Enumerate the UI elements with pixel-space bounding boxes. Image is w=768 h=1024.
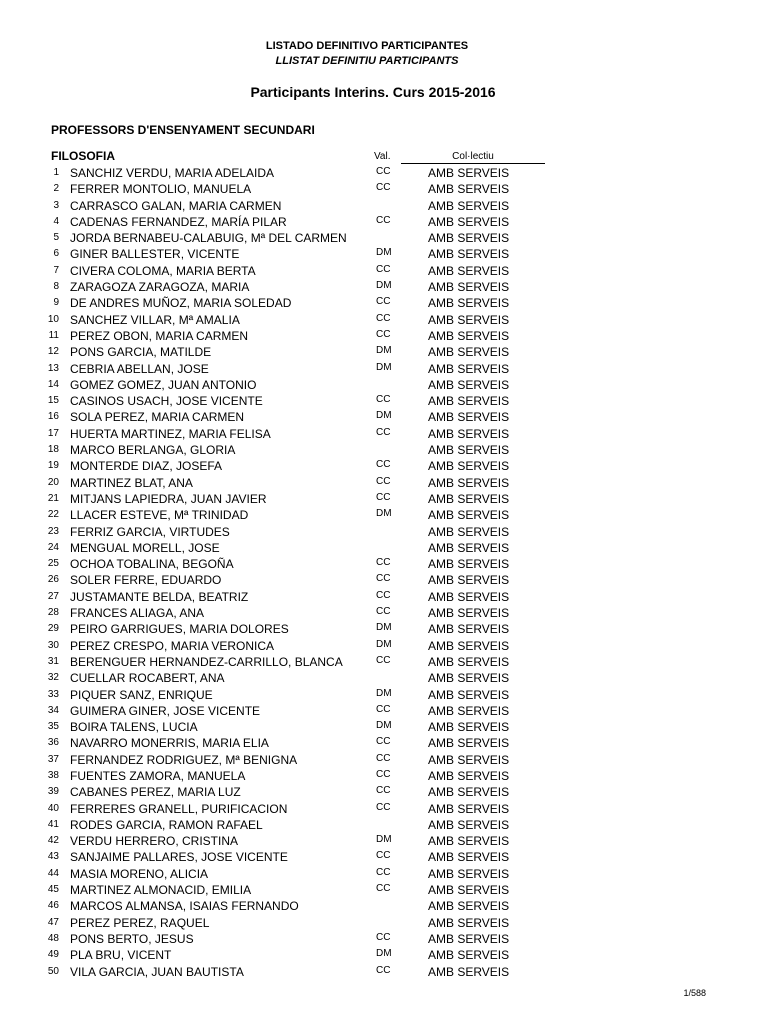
- table-row: [0, 524, 768, 540]
- participant-name: SOLER FERRE, EDUARDO: [70, 573, 222, 588]
- row-number: 41: [47, 818, 59, 830]
- page-number: 1/588: [683, 988, 706, 998]
- collectiu-value: AMB SERVEIS: [428, 883, 510, 898]
- row-number: 13: [47, 362, 59, 374]
- participant-name: FERRERES GRANELL, PURIFICACION: [70, 801, 288, 816]
- participant-name: MARTINEZ BLAT, ANA: [70, 475, 193, 490]
- participant-name: JORDA BERNABEU-CALABUIG, Mª DEL CARMEN: [70, 231, 347, 246]
- table-row: [0, 230, 768, 246]
- participant-name: MITJANS LAPIEDRA, JUAN JAVIER: [70, 491, 267, 506]
- table-row: [0, 784, 768, 800]
- column-header-val: Val.: [374, 151, 391, 162]
- val-code: CC: [376, 606, 391, 618]
- table-row: [0, 361, 768, 377]
- table-row: [0, 344, 768, 360]
- table-row: [0, 328, 768, 344]
- participant-name: RODES GARCIA, RAMON RAFAEL: [70, 817, 263, 832]
- collectiu-value: AMB SERVEIS: [428, 377, 510, 392]
- collectiu-value: AMB SERVEIS: [428, 263, 510, 278]
- row-number: 49: [47, 949, 59, 961]
- column-header-collectiu: Col·lectiu: [401, 151, 545, 164]
- participant-name: GINER BALLESTER, VICENTE: [70, 247, 240, 262]
- collectiu-value: AMB SERVEIS: [428, 361, 510, 376]
- participant-name: FUENTES ZAMORA, MANUELA: [70, 768, 246, 783]
- table-row: [0, 882, 768, 898]
- collectiu-value: AMB SERVEIS: [428, 345, 510, 360]
- collectiu-value: AMB SERVEIS: [428, 557, 510, 572]
- row-number: 48: [47, 932, 59, 944]
- table-row: [0, 915, 768, 931]
- participant-name: PONS GARCIA, MATILDE: [70, 345, 212, 360]
- val-code: CC: [376, 736, 391, 748]
- row-number: 19: [47, 460, 59, 472]
- row-number: 28: [47, 607, 59, 619]
- row-number: 31: [47, 655, 59, 667]
- val-code: CC: [376, 866, 391, 878]
- row-number: 7: [53, 264, 59, 276]
- val-code: CC: [376, 883, 391, 895]
- table-row: [0, 687, 768, 703]
- val-code: CC: [376, 752, 391, 764]
- row-number: 26: [47, 574, 59, 586]
- row-number: 20: [47, 476, 59, 488]
- participant-name: MARCOS ALMANSA, ISAIAS FERNANDO: [70, 899, 299, 914]
- row-number: 50: [47, 965, 59, 977]
- collectiu-value: AMB SERVEIS: [428, 524, 510, 539]
- table-row: [0, 947, 768, 963]
- row-number: 11: [48, 329, 59, 341]
- table-row: [0, 931, 768, 947]
- collectiu-value: AMB SERVEIS: [428, 540, 510, 555]
- row-number: 30: [47, 639, 59, 651]
- row-number: 5: [53, 232, 59, 244]
- val-code: CC: [376, 182, 391, 194]
- collectiu-value: AMB SERVEIS: [428, 426, 510, 441]
- val-code: CC: [376, 768, 391, 780]
- val-code: CC: [376, 589, 391, 601]
- participant-name: PEREZ OBON, MARIA CARMEN: [70, 328, 249, 343]
- row-number: 17: [47, 427, 59, 439]
- collectiu-value: AMB SERVEIS: [428, 573, 510, 588]
- participant-name: PIQUER SANZ, ENRIQUE: [70, 687, 213, 702]
- val-code: CC: [376, 426, 391, 438]
- participant-name: MARCO BERLANGA, GLORIA: [70, 443, 236, 458]
- row-number: 46: [47, 900, 59, 912]
- row-number: 38: [47, 769, 59, 781]
- participant-name: ZARAGOZA ZARAGOZA, MARIA: [70, 280, 250, 295]
- page-title: Participants Interins. Curs 2015-2016: [250, 84, 496, 100]
- collectiu-value: AMB SERVEIS: [428, 703, 510, 718]
- val-code: CC: [376, 557, 391, 569]
- participant-name: MASIA MORENO, ALICIA: [70, 866, 209, 881]
- table-row: [0, 670, 768, 686]
- collectiu-value: AMB SERVEIS: [428, 443, 510, 458]
- row-number: 23: [47, 525, 59, 537]
- participant-name: CUELLAR ROCABERT, ANA: [70, 671, 225, 686]
- val-code: CC: [376, 801, 391, 813]
- participant-name: JUSTAMANTE BELDA, BEATRIZ: [70, 589, 249, 604]
- table-row: [0, 214, 768, 230]
- collectiu-value: AMB SERVEIS: [428, 622, 510, 637]
- document-title-valencian: LLISTAT DEFINITIU PARTICIPANTS: [275, 55, 459, 67]
- participant-name: CARRASCO GALAN, MARIA CARMEN: [70, 198, 282, 213]
- participant-name: OCHOA TOBALINA, BEGOÑA: [70, 557, 234, 572]
- row-number: 2: [53, 183, 59, 195]
- val-code: CC: [376, 931, 391, 943]
- table-row: [0, 849, 768, 865]
- collectiu-value: AMB SERVEIS: [428, 589, 510, 604]
- table-row: [0, 654, 768, 670]
- collectiu-value: AMB SERVEIS: [428, 198, 510, 213]
- row-number: 22: [47, 509, 59, 521]
- collectiu-value: AMB SERVEIS: [428, 491, 510, 506]
- table-row: [0, 735, 768, 751]
- val-code: CC: [376, 166, 391, 177]
- table-row: [0, 409, 768, 425]
- collectiu-value: AMB SERVEIS: [428, 850, 510, 865]
- table-row: [0, 491, 768, 507]
- row-number: 8: [53, 281, 59, 293]
- participant-name: FERRIZ GARCIA, VIRTUDES: [70, 524, 230, 539]
- participant-name: HUERTA MARTINEZ, MARIA FELISA: [70, 426, 271, 441]
- collectiu-value: AMB SERVEIS: [428, 915, 510, 930]
- collectiu-value: AMB SERVEIS: [428, 720, 510, 735]
- row-number: 47: [47, 916, 59, 928]
- participant-name: FERNANDEZ RODRIGUEZ, Mª BENIGNA: [70, 752, 298, 767]
- participant-name: SOLA PEREZ, MARIA CARMEN: [70, 410, 245, 425]
- table-row: [0, 165, 768, 181]
- val-code: DM: [376, 345, 392, 357]
- collectiu-value: AMB SERVEIS: [428, 785, 510, 800]
- val-code: DM: [376, 948, 392, 960]
- row-number: 15: [47, 395, 59, 407]
- collectiu-value: AMB SERVEIS: [428, 231, 510, 246]
- row-number: 29: [47, 623, 59, 635]
- participant-name: BOIRA TALENS, LUCIA: [70, 720, 198, 735]
- val-code: DM: [376, 622, 392, 634]
- participant-name: FERRER MONTOLIO, MANUELA: [70, 182, 252, 197]
- table-row: [0, 312, 768, 328]
- row-number: 10: [47, 313, 59, 325]
- collectiu-value: AMB SERVEIS: [428, 752, 510, 767]
- collectiu-value: AMB SERVEIS: [428, 964, 510, 979]
- participant-name: MONTERDE DIAZ, JOSEFA: [70, 459, 223, 474]
- val-code: CC: [376, 475, 391, 487]
- participant-name: PLA BRU, VICENT: [70, 948, 172, 963]
- collectiu-value: AMB SERVEIS: [428, 182, 510, 197]
- row-number: 34: [47, 704, 59, 716]
- participant-name: BERENGUER HERNANDEZ-CARRILLO, BLANCA: [70, 654, 343, 669]
- row-number: 9: [53, 297, 59, 309]
- val-code: CC: [376, 654, 391, 666]
- participant-name: VERDU HERRERO, CRISTINA: [70, 834, 239, 849]
- val-code: CC: [376, 491, 391, 503]
- row-number: 33: [47, 688, 59, 700]
- table-row: [0, 817, 768, 833]
- collectiu-value: AMB SERVEIS: [428, 638, 510, 653]
- table-row: [0, 279, 768, 295]
- row-number: 32: [47, 672, 59, 684]
- table-row: [0, 801, 768, 817]
- row-number: 36: [47, 737, 59, 749]
- row-number: 37: [47, 753, 59, 765]
- collectiu-value: AMB SERVEIS: [428, 394, 510, 409]
- table-row: [0, 198, 768, 214]
- table-row: [0, 638, 768, 654]
- table-row: [0, 589, 768, 605]
- val-code: DM: [376, 834, 392, 846]
- table-row: [0, 263, 768, 279]
- participant-name: GUIMERA GINER, JOSE VICENTE: [70, 703, 261, 718]
- val-code: CC: [376, 785, 391, 797]
- participant-name: CABANES PEREZ, MARIA LUZ: [70, 785, 241, 800]
- row-number: 14: [47, 378, 59, 390]
- val-code: CC: [376, 850, 391, 862]
- table-row: [0, 442, 768, 458]
- table-row: [0, 458, 768, 474]
- val-code: CC: [376, 964, 391, 976]
- row-number: 44: [47, 867, 59, 879]
- participant-name: SANCHEZ VILLAR, Mª AMALIA: [70, 312, 240, 327]
- collectiu-value: AMB SERVEIS: [428, 296, 510, 311]
- collectiu-value: AMB SERVEIS: [428, 312, 510, 327]
- collectiu-value: AMB SERVEIS: [428, 899, 510, 914]
- participants-list: [0, 165, 768, 980]
- val-code: DM: [376, 361, 392, 373]
- table-row: [0, 572, 768, 588]
- participant-name: MARTINEZ ALMONACID, EMILIA: [70, 883, 252, 898]
- row-number: 16: [47, 411, 59, 423]
- collectiu-value: AMB SERVEIS: [428, 671, 510, 686]
- participant-name: FRANCES ALIAGA, ANA: [70, 606, 205, 621]
- row-number: 4: [53, 215, 59, 227]
- table-row: [0, 866, 768, 882]
- row-number: 6: [53, 248, 59, 260]
- collectiu-value: AMB SERVEIS: [428, 866, 510, 881]
- table-row: [0, 377, 768, 393]
- participant-name: PEREZ CRESPO, MARIA VERONICA: [70, 638, 275, 653]
- table-row: [0, 426, 768, 442]
- table-row: [0, 752, 768, 768]
- val-code: CC: [376, 263, 391, 275]
- document-title: LISTADO DEFINITIVO PARTICIPANTES: [265, 40, 469, 52]
- val-code: CC: [376, 328, 391, 340]
- collectiu-value: AMB SERVEIS: [428, 736, 510, 751]
- val-code: DM: [376, 280, 392, 292]
- participant-name: CIVERA COLOMA, MARIA BERTA: [70, 263, 256, 278]
- section-heading: PROFESSORS D'ENSENYAMENT SECUNDARI: [51, 123, 315, 137]
- collectiu-value: AMB SERVEIS: [428, 817, 510, 832]
- row-number: 45: [47, 884, 59, 896]
- collectiu-value: AMB SERVEIS: [428, 410, 510, 425]
- table-row: [0, 621, 768, 637]
- collectiu-value: AMB SERVEIS: [428, 801, 510, 816]
- collectiu-value: AMB SERVEIS: [428, 280, 510, 295]
- table-row: [0, 475, 768, 491]
- val-code: DM: [376, 247, 392, 259]
- val-code: CC: [376, 214, 391, 226]
- participant-name: PEIRO GARRIGUES, MARIA DOLORES: [70, 622, 289, 637]
- table-row: [0, 833, 768, 849]
- participant-name: SANJAIME PALLARES, JOSE VICENTE: [70, 850, 288, 865]
- participant-name: CADENAS FERNANDEZ, MARÍA PILAR: [70, 214, 287, 229]
- participant-name: PONS BERTO, JESUS: [70, 931, 194, 946]
- row-number: 35: [47, 721, 59, 733]
- collectiu-value: AMB SERVEIS: [428, 459, 510, 474]
- table-row: [0, 768, 768, 784]
- collectiu-value: AMB SERVEIS: [428, 654, 510, 669]
- collectiu-value: AMB SERVEIS: [428, 931, 510, 946]
- val-code: DM: [376, 638, 392, 650]
- participant-name: NAVARRO MONERRIS, MARIA ELIA: [70, 736, 269, 751]
- row-number: 24: [47, 541, 59, 553]
- row-number: 18: [47, 444, 59, 456]
- collectiu-value: AMB SERVEIS: [428, 508, 510, 523]
- row-number: 39: [47, 786, 59, 798]
- subject-heading: FILOSOFIA: [51, 149, 115, 163]
- collectiu-value: AMB SERVEIS: [428, 328, 510, 343]
- participant-name: MENGUAL MORELL, JOSE: [70, 540, 220, 555]
- table-row: [0, 181, 768, 197]
- val-code: CC: [376, 296, 391, 308]
- collectiu-value: AMB SERVEIS: [428, 166, 510, 180]
- row-number: 3: [53, 199, 59, 211]
- val-code: DM: [376, 687, 392, 699]
- collectiu-value: AMB SERVEIS: [428, 768, 510, 783]
- table-row: [0, 556, 768, 572]
- val-code: CC: [376, 703, 391, 715]
- row-number: 40: [47, 802, 59, 814]
- participant-name: CEBRIA ABELLAN, JOSE: [70, 361, 209, 376]
- row-number: 12: [47, 346, 59, 358]
- participant-name: CASINOS USACH, JOSE VICENTE: [70, 394, 263, 409]
- participant-name: DE ANDRES MUÑOZ, MARIA SOLEDAD: [70, 296, 292, 311]
- row-number: 21: [47, 492, 59, 504]
- collectiu-value: AMB SERVEIS: [428, 606, 510, 621]
- collectiu-value: AMB SERVEIS: [428, 475, 510, 490]
- collectiu-value: AMB SERVEIS: [428, 247, 510, 262]
- val-code: CC: [376, 573, 391, 585]
- row-number: 25: [47, 558, 59, 570]
- val-code: CC: [376, 459, 391, 471]
- collectiu-value: AMB SERVEIS: [428, 687, 510, 702]
- collectiu-value: AMB SERVEIS: [428, 214, 510, 229]
- row-number: 27: [47, 590, 59, 602]
- participant-name: LLACER ESTEVE, Mª TRINIDAD: [70, 508, 249, 523]
- table-row: [0, 703, 768, 719]
- table-row: [0, 605, 768, 621]
- table-row: [0, 295, 768, 311]
- table-row: [0, 393, 768, 409]
- collectiu-value: AMB SERVEIS: [428, 948, 510, 963]
- val-code: DM: [376, 410, 392, 422]
- table-row: [0, 719, 768, 735]
- row-number: 42: [47, 835, 59, 847]
- table-row: [0, 540, 768, 556]
- row-number: 43: [47, 851, 59, 863]
- val-code: DM: [376, 720, 392, 732]
- val-code: DM: [376, 508, 392, 520]
- val-code: CC: [376, 394, 391, 406]
- participant-name: SANCHIZ VERDU, MARIA ADELAIDA: [70, 166, 275, 180]
- table-row: [0, 507, 768, 523]
- participant-name: GOMEZ GOMEZ, JUAN ANTONIO: [70, 377, 257, 392]
- table-row: [0, 246, 768, 262]
- participant-name: PEREZ PEREZ, RAQUEL: [70, 915, 210, 930]
- row-number: 1: [53, 167, 59, 178]
- val-code: CC: [376, 312, 391, 324]
- table-row: [0, 964, 768, 980]
- table-row: [0, 898, 768, 914]
- collectiu-value: AMB SERVEIS: [428, 834, 510, 849]
- participant-name: VILA GARCIA, JUAN BAUTISTA: [70, 964, 244, 979]
